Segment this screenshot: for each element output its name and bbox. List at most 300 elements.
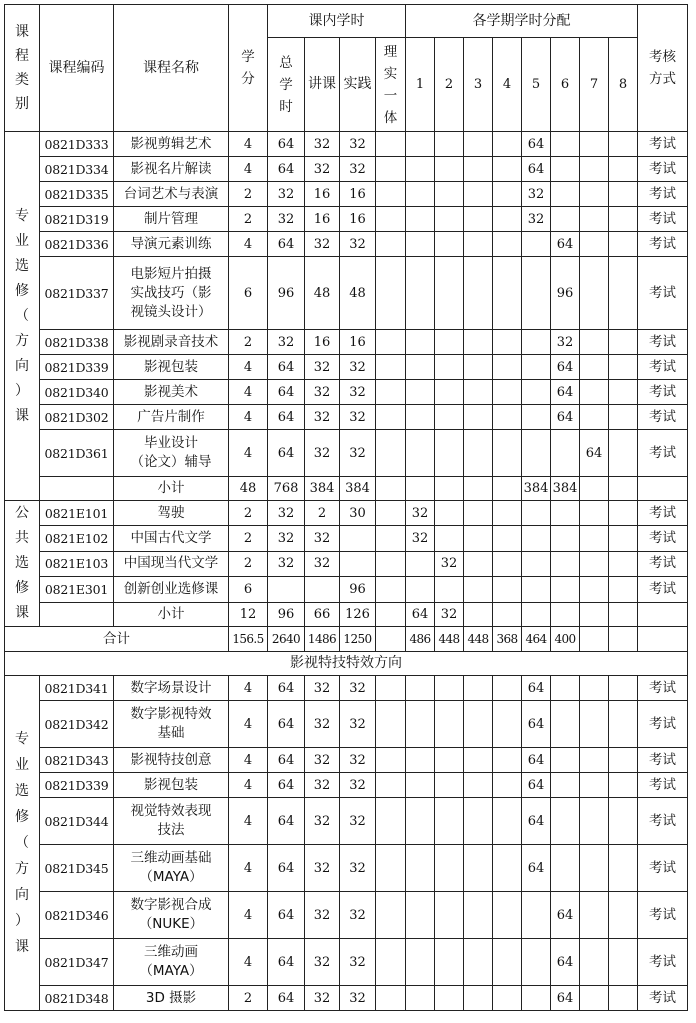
semester-4-hours	[493, 182, 522, 207]
grand-total-hours: 2640	[268, 627, 305, 652]
semester-8-hours	[609, 477, 638, 501]
semester-8-hours	[609, 430, 638, 477]
semester-3-hours	[464, 257, 493, 330]
semester-3-hours	[464, 602, 493, 626]
course-code: 0821D339	[40, 773, 114, 798]
practice-hours	[340, 551, 376, 576]
table-row	[5, 380, 688, 405]
semester-4-hours	[493, 748, 522, 773]
semester-4-hours	[493, 551, 522, 576]
grand-total-semester-2: 448	[435, 627, 464, 652]
semester-6-hours	[551, 798, 580, 845]
lecture-hours: 16	[305, 207, 340, 232]
total-hours: 64	[268, 986, 305, 1011]
practice-hours	[340, 526, 376, 551]
semester-7-hours: 64	[580, 430, 609, 477]
semester-3-hours	[464, 551, 493, 576]
grand-total-assessment	[638, 627, 688, 652]
semester-1-hours: 32	[406, 501, 435, 526]
table-row	[5, 986, 688, 1011]
semester-3-hours	[464, 701, 493, 748]
theory-practice-hours	[376, 551, 406, 576]
semester-2-hours	[435, 330, 464, 355]
table-row	[5, 676, 688, 701]
semester-7-hours	[580, 355, 609, 380]
subtotal-credit: 48	[229, 477, 268, 501]
credit-value: 4	[229, 773, 268, 798]
semester-2-hours	[435, 986, 464, 1011]
semester-6-hours	[551, 577, 580, 602]
theory-practice-hours	[376, 748, 406, 773]
category-char: （	[15, 307, 29, 324]
table-row	[5, 748, 688, 773]
course-name-line: 导演元素训练	[130, 235, 212, 252]
semester-5-hours	[522, 577, 551, 602]
course-table	[4, 4, 688, 1011]
semester-7-hours	[580, 182, 609, 207]
semester-8-hours	[609, 380, 638, 405]
subtotal-assessment	[638, 477, 688, 501]
semester-7-hours	[580, 892, 609, 939]
semester-3-hours	[464, 526, 493, 551]
header-semester-3: 3	[464, 38, 493, 132]
semester-1-hours	[406, 551, 435, 576]
header-semester-4: 4	[493, 38, 522, 132]
theory-practice-hours	[376, 355, 406, 380]
semester-7-hours	[580, 845, 609, 892]
grand-total-theory-practice	[376, 627, 406, 652]
header-assessment	[638, 5, 688, 132]
semester-6-hours: 64	[551, 986, 580, 1011]
assessment-method: 考试	[638, 430, 688, 477]
course-name-line: 技法	[157, 822, 185, 838]
semester-1-hours	[406, 132, 435, 157]
category-char: 业	[15, 232, 29, 249]
course-code: 0821E103	[40, 551, 114, 576]
semester-6-hours	[551, 748, 580, 773]
semester-6-hours: 64	[551, 892, 580, 939]
theory-practice-hours	[376, 182, 406, 207]
semester-1-hours	[406, 430, 435, 477]
lecture-hours: 32	[305, 798, 340, 845]
credit-value: 4	[229, 232, 268, 257]
semester-2-hours	[435, 676, 464, 701]
course-name-line: 影视名片解读	[130, 160, 212, 177]
section-title: 影视特技特效方向	[5, 652, 688, 676]
assessment-method: 考试	[638, 330, 688, 355]
course-code: 0821D333	[40, 132, 114, 157]
semester-5-hours	[522, 551, 551, 576]
total-hours: 64	[268, 701, 305, 748]
table-row	[5, 355, 688, 380]
semester-3-hours	[464, 157, 493, 182]
semester-4-hours	[493, 676, 522, 701]
semester-5-hours: 64	[522, 798, 551, 845]
semester-8-hours	[609, 798, 638, 845]
semester-5-hours: 384	[522, 477, 551, 501]
semester-1-hours: 32	[406, 526, 435, 551]
credit-value: 2	[229, 501, 268, 526]
category-char: 选	[15, 257, 29, 274]
total-hours: 32	[268, 330, 305, 355]
semester-7-hours	[580, 551, 609, 576]
assessment-method: 考试	[638, 701, 688, 748]
semester-3-hours	[464, 748, 493, 773]
header-semester-distribution: 各学期学时分配	[406, 5, 638, 38]
practice-hours: 16	[340, 330, 376, 355]
subtotal-practice-hours: 384	[340, 477, 376, 501]
semester-2-hours	[435, 405, 464, 430]
semester-7-hours	[580, 405, 609, 430]
assessment-method: 考试	[638, 182, 688, 207]
category-char: 公	[15, 505, 29, 521]
header-category-char: 别	[15, 96, 29, 112]
total-hours: 96	[268, 257, 305, 330]
total-hours: 64	[268, 380, 305, 405]
semester-5-hours: 64	[522, 773, 551, 798]
semester-2-hours	[435, 257, 464, 330]
category-char: 修	[15, 580, 29, 596]
lecture-hours: 32	[305, 986, 340, 1011]
semester-8-hours	[609, 986, 638, 1011]
total-hours: 32	[268, 501, 305, 526]
semester-4-hours	[493, 602, 522, 626]
semester-3-hours	[464, 232, 493, 257]
theory-practice-hours	[376, 405, 406, 430]
semester-3-hours	[464, 986, 493, 1011]
course-name	[114, 132, 229, 157]
semester-6-hours	[551, 526, 580, 551]
course-name	[114, 430, 229, 477]
table-row	[5, 577, 688, 602]
table-row	[5, 405, 688, 430]
semester-5-hours	[522, 939, 551, 986]
total-hours: 64	[268, 845, 305, 892]
course-code: 0821D344	[40, 798, 114, 845]
lecture-hours: 32	[305, 405, 340, 430]
assessment-method: 考试	[638, 380, 688, 405]
theory-practice-hours	[376, 701, 406, 748]
category-char: 专	[15, 207, 29, 224]
lecture-hours: 2	[305, 501, 340, 526]
theory-practice-hours	[376, 257, 406, 330]
semester-6-hours: 96	[551, 257, 580, 330]
semester-8-hours	[609, 892, 638, 939]
semester-5-hours: 32	[522, 182, 551, 207]
course-name-line: 制片管理	[144, 210, 198, 227]
subtotal-label: 小计	[114, 477, 229, 501]
header-course-code: 课程编码	[40, 5, 114, 132]
total-hours: 32	[268, 526, 305, 551]
semester-1-hours	[406, 577, 435, 602]
assessment-method: 考试	[638, 526, 688, 551]
theory-practice-hours	[376, 892, 406, 939]
semester-2-hours	[435, 526, 464, 551]
lecture-hours: 32	[305, 939, 340, 986]
semester-3-hours	[464, 132, 493, 157]
header-total-char: 时	[279, 98, 293, 115]
header-theory-practice	[376, 38, 406, 132]
semester-4-hours	[493, 477, 522, 501]
semester-4-hours	[493, 986, 522, 1011]
course-name	[114, 939, 229, 986]
semester-3-hours	[464, 798, 493, 845]
lecture-hours: 32	[305, 355, 340, 380]
subtotal-practice-hours: 126	[340, 602, 376, 626]
credit-value: 6	[229, 257, 268, 330]
semester-7-hours	[580, 157, 609, 182]
semester-8-hours	[609, 577, 638, 602]
credit-value: 2	[229, 551, 268, 576]
semester-1-hours	[406, 939, 435, 986]
assessment-method: 考试	[638, 773, 688, 798]
credit-value: 2	[229, 986, 268, 1011]
course-name-line: 数字影视合成	[130, 897, 212, 913]
table-row	[5, 430, 688, 477]
theory-practice-hours	[376, 986, 406, 1011]
semester-6-hours: 384	[551, 477, 580, 501]
grand-total-semester-8	[609, 627, 638, 652]
credit-value: 4	[229, 798, 268, 845]
semester-4-hours	[493, 355, 522, 380]
table-row	[5, 257, 688, 330]
semester-8-hours	[609, 939, 638, 986]
practice-hours: 16	[340, 207, 376, 232]
course-name: 驾驶	[114, 501, 229, 526]
header-semester-8: 8	[609, 38, 638, 132]
total-hours: 32	[268, 207, 305, 232]
subtotal-credit: 12	[229, 602, 268, 626]
course-name-line: 影视剧录音技术	[123, 333, 219, 350]
category-char: 选	[15, 555, 29, 571]
credit-value: 4	[229, 430, 268, 477]
assessment-method: 考试	[638, 355, 688, 380]
grand-total-credit: 156.5	[229, 627, 268, 652]
subtotal-total-hours: 768	[268, 477, 305, 501]
semester-1-hours	[406, 380, 435, 405]
category-char: 课	[15, 605, 29, 621]
semester-2-hours	[435, 207, 464, 232]
semester-4-hours	[493, 798, 522, 845]
semester-6-hours	[551, 551, 580, 576]
category-char: 选	[15, 783, 29, 799]
semester-7-hours	[580, 526, 609, 551]
semester-1-hours	[406, 773, 435, 798]
lecture-hours: 32	[305, 701, 340, 748]
practice-hours: 32	[340, 798, 376, 845]
credit-value: 2	[229, 330, 268, 355]
semester-2-hours	[435, 380, 464, 405]
semester-5-hours: 64	[522, 701, 551, 748]
header-semester-5: 5	[522, 38, 551, 132]
practice-hours: 32	[340, 405, 376, 430]
semester-1-hours	[406, 798, 435, 845]
course-name-line: 影视剪辑艺术	[130, 135, 212, 152]
semester-2-hours	[435, 477, 464, 501]
course-name-line: 台词艺术与表演	[123, 185, 219, 202]
practice-hours: 32	[340, 676, 376, 701]
course-name-line: 毕业设计	[144, 435, 198, 451]
course-name-line: （NUKE）	[138, 916, 204, 932]
semester-7-hours	[580, 986, 609, 1011]
grand-total-row	[5, 627, 688, 652]
course-name	[114, 798, 229, 845]
header-theory-practice-char: 理	[383, 43, 398, 60]
total-hours: 64	[268, 132, 305, 157]
grand-total-semester-1: 486	[406, 627, 435, 652]
course-name	[114, 845, 229, 892]
course-name	[114, 232, 229, 257]
course-name	[114, 676, 229, 701]
semester-8-hours	[609, 330, 638, 355]
table-row	[5, 939, 688, 986]
total-hours: 64	[268, 798, 305, 845]
semester-8-hours	[609, 207, 638, 232]
table-row	[5, 798, 688, 845]
semester-4-hours	[493, 939, 522, 986]
semester-8-hours	[609, 748, 638, 773]
semester-7-hours	[580, 773, 609, 798]
course-name	[114, 257, 229, 330]
header-practice: 实践	[340, 38, 376, 132]
table-row	[5, 182, 688, 207]
semester-5-hours	[522, 526, 551, 551]
course-name-line: 3D 摄影	[145, 989, 197, 1006]
lecture-hours: 32	[305, 845, 340, 892]
table-row	[5, 773, 688, 798]
semester-5-hours	[522, 355, 551, 380]
credit-value: 2	[229, 182, 268, 207]
semester-5-hours	[522, 330, 551, 355]
semester-3-hours	[464, 405, 493, 430]
grand-total-semester-3: 448	[464, 627, 493, 652]
semester-2-hours: 32	[435, 551, 464, 576]
total-hours: 64	[268, 939, 305, 986]
course-code: 0821D338	[40, 330, 114, 355]
course-name-line: 影视包装	[144, 358, 198, 375]
practice-hours: 32	[340, 380, 376, 405]
subtotal-row	[5, 477, 688, 501]
header-total-char: 学	[279, 76, 293, 93]
assessment-method: 考试	[638, 798, 688, 845]
course-code: 0821D346	[40, 892, 114, 939]
subtotal-assessment	[638, 602, 688, 626]
semester-4-hours	[493, 132, 522, 157]
lecture-hours: 32	[305, 892, 340, 939]
table-row	[5, 551, 688, 576]
theory-practice-hours	[376, 501, 406, 526]
semester-7-hours	[580, 939, 609, 986]
course-code: 0821D319	[40, 207, 114, 232]
course-name-line: 影视美术	[144, 383, 198, 400]
course-name	[114, 207, 229, 232]
lecture-hours: 16	[305, 330, 340, 355]
assessment-method: 考试	[638, 577, 688, 602]
credit-value: 4	[229, 748, 268, 773]
semester-7-hours	[580, 748, 609, 773]
course-name	[114, 157, 229, 182]
semester-4-hours	[493, 207, 522, 232]
credit-value: 2	[229, 207, 268, 232]
assessment-method: 考试	[638, 551, 688, 576]
course-name-line: （MAYA）	[139, 869, 203, 885]
semester-2-hours	[435, 157, 464, 182]
course-code: 0821D339	[40, 355, 114, 380]
course-name-line: 广告片制作	[137, 408, 205, 425]
course-name	[114, 330, 229, 355]
subtotal-theory-practice	[376, 602, 406, 626]
semester-2-hours	[435, 501, 464, 526]
semester-1-hours	[406, 892, 435, 939]
semester-7-hours	[580, 676, 609, 701]
header-course-name: 课程名称	[114, 5, 229, 132]
semester-6-hours	[551, 430, 580, 477]
semester-2-hours	[435, 845, 464, 892]
lecture-hours: 32	[305, 430, 340, 477]
category-char: ）	[15, 913, 29, 929]
course-code: 0821D337	[40, 257, 114, 330]
theory-practice-hours	[376, 526, 406, 551]
practice-hours: 32	[340, 132, 376, 157]
lecture-hours: 16	[305, 182, 340, 207]
semester-2-hours	[435, 430, 464, 477]
lecture-hours: 32	[305, 526, 340, 551]
total-hours: 64	[268, 232, 305, 257]
assessment-method: 考试	[638, 892, 688, 939]
table-row	[5, 157, 688, 182]
semester-8-hours	[609, 232, 638, 257]
table-row	[5, 330, 688, 355]
semester-4-hours	[493, 845, 522, 892]
subtotal-theory-practice	[376, 477, 406, 501]
table-row	[5, 132, 688, 157]
semester-2-hours	[435, 577, 464, 602]
assessment-method: 考试	[638, 845, 688, 892]
semester-2-hours	[435, 798, 464, 845]
course-code: 0821E102	[40, 526, 114, 551]
course-name	[114, 355, 229, 380]
header-category-char: 类	[15, 72, 29, 88]
category-char: 方	[15, 861, 29, 877]
course-code: 0821D345	[40, 845, 114, 892]
grand-total-practice: 1250	[340, 627, 376, 652]
lecture-hours	[305, 577, 340, 602]
category-char: 修	[15, 809, 29, 825]
course-name-line: 三维动画	[144, 944, 198, 960]
grand-total-semester-6: 400	[551, 627, 580, 652]
theory-practice-hours	[376, 577, 406, 602]
category-char: 课	[15, 939, 29, 955]
credit-value: 4	[229, 132, 268, 157]
total-hours: 64	[268, 748, 305, 773]
header-category	[5, 5, 40, 132]
total-hours: 64	[268, 430, 305, 477]
practice-hours: 32	[340, 773, 376, 798]
practice-hours: 32	[340, 939, 376, 986]
assessment-method: 考试	[638, 232, 688, 257]
semester-2-hours	[435, 892, 464, 939]
semester-4-hours	[493, 257, 522, 330]
semester-6-hours	[551, 602, 580, 626]
semester-2-hours	[435, 773, 464, 798]
semester-7-hours	[580, 701, 609, 748]
semester-8-hours	[609, 405, 638, 430]
category-char: 修	[15, 282, 29, 299]
header-credit	[229, 5, 268, 132]
semester-6-hours: 64	[551, 232, 580, 257]
semester-3-hours	[464, 845, 493, 892]
semester-5-hours	[522, 380, 551, 405]
